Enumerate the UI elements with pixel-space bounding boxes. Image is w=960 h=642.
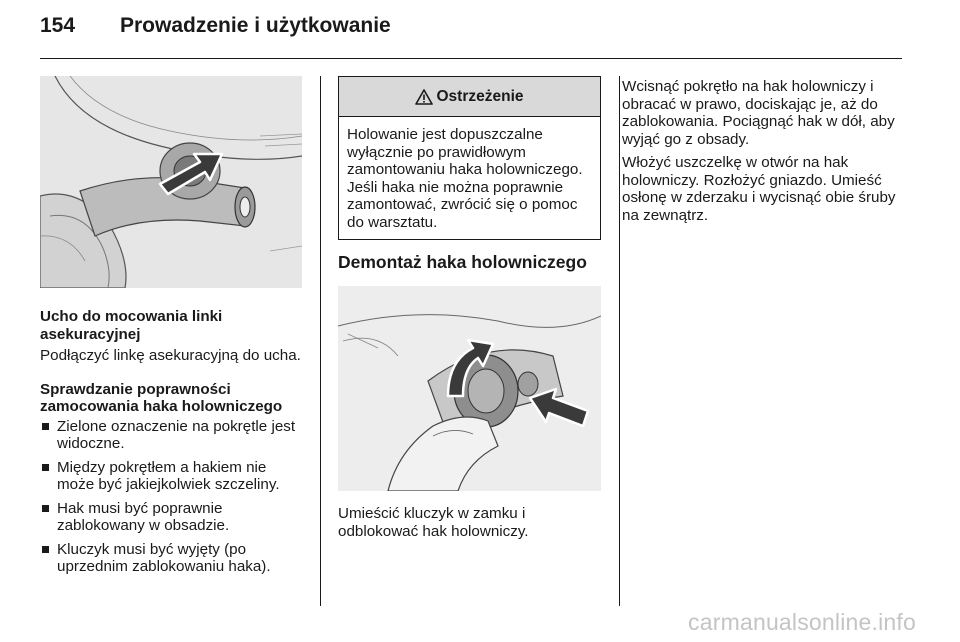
list-item: Kluczyk musi być wyjęty (po uprzednim zablokowaniu haka). [40, 541, 302, 576]
caption-unlock: Umieścić kluczyk w zamku i odblokować hak holowniczy. [338, 505, 529, 540]
tow-eye-illustration [40, 76, 302, 288]
column-divider [619, 76, 620, 606]
section-heading-tow-eye: Ucho do mocowania linki asekuracyjnej [40, 308, 223, 343]
list-item: Zielone oznaczenie na pokrętle jest widoczne. [40, 418, 302, 453]
column-right [622, 78, 912, 224]
column-middle [338, 76, 601, 540]
unlock-drawing [338, 286, 601, 491]
column-divider [320, 76, 321, 606]
warning-title: Ostrzeżenie [436, 87, 524, 105]
check-list [40, 418, 302, 576]
page-title: Prowadzenie i użytkowanie [120, 14, 391, 37]
unlock-illustration [338, 286, 601, 491]
list-item: Między pokrętłem a hakiem nie może być jakiejkolwiek szczeliny. [40, 459, 302, 494]
warning-triangle-icon [415, 89, 433, 105]
paragraph-remove-hook: Wcisnąć pokrętło na hak holowniczy i obracać w prawo, dociskając je, aż do zablokowania. Pociągnąć hak w dół, aby wyjąć go z obsady. [622, 78, 895, 148]
bullet-icon [42, 464, 49, 471]
page-number: 154 [40, 14, 76, 37]
bullet-icon [42, 546, 49, 553]
page-header [40, 14, 391, 54]
warning-text: Holowanie jest dopuszczalne wyłącznie po prawidłowym zamontowaniu haka holowniczego. Jeśli haka nie można poprawnie zamontować, zwrócić się o pomoc do warsztatu. [347, 126, 583, 231]
list-item: Hak musi być poprawnie zablokowany w obsadzie. [40, 500, 302, 535]
tow-eye-drawing [40, 76, 302, 288]
paragraph-seal: Włożyć uszczelkę w otwór na hak holowniczy. Rozłożyć gniazdo. Umieść osłonę w zderzaku i wycisnąć obie śruby na zewnątrz. [622, 154, 896, 224]
section-heading-removal: Demontaż haka holowniczego [338, 252, 587, 272]
section-heading-check: Sprawdzanie poprawności zamocowania haka holowniczego [40, 380, 283, 415]
column-left [40, 76, 302, 576]
bullet-icon [42, 423, 49, 430]
warning-header [339, 77, 600, 117]
warning-box [338, 76, 601, 240]
watermark: carmanualsonline.info [688, 609, 916, 635]
bullet-icon [42, 505, 49, 512]
paragraph-tow-eye: Podłączyć linkę asekuracyjną do ucha. [40, 347, 301, 364]
header-rule [40, 58, 902, 59]
